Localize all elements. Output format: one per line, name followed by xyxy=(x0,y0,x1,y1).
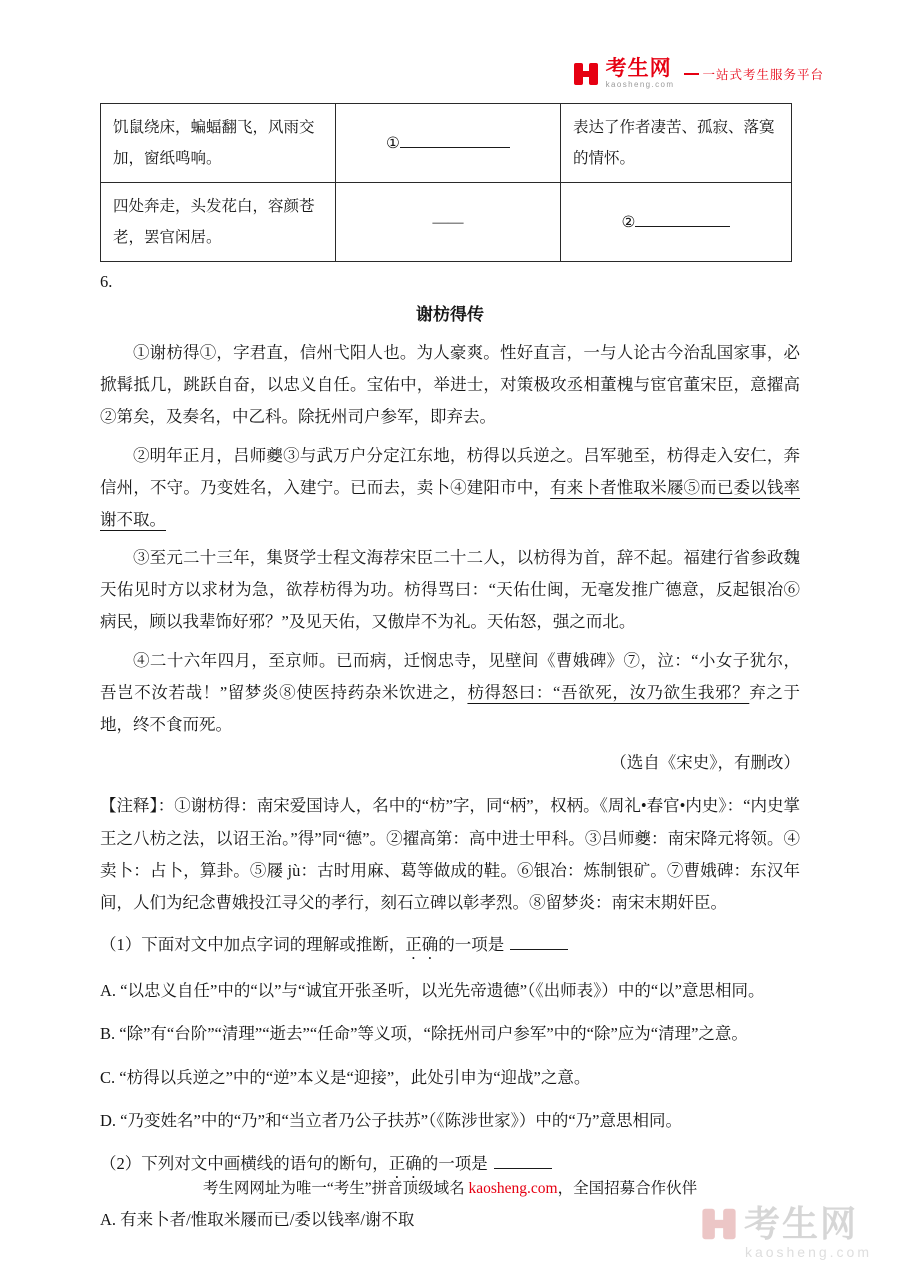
question-1-emphasis: 正确 xyxy=(405,935,439,955)
table-row xyxy=(101,183,792,262)
article-paragraph-4 xyxy=(100,645,800,742)
question-number: 6. xyxy=(100,272,113,291)
table-cell-blank-2 xyxy=(561,183,792,262)
answer-blank xyxy=(400,132,510,148)
question-1-stem-end: 的一项是 xyxy=(438,935,505,955)
answer-blank xyxy=(494,1153,552,1169)
article-notes: 【注释】：①谢枋得：南宋爱国诗人，名中的“枋”字，同“柄”，权柄。《周礼•春官•内史》：“内史掌王之八枋之法，以诏王治。”得”同“德”。②擢高第：高中进士甲科。③吕师夔：南宋降元将领。④卖卜：占卜，算卦。⑤屦 jù：古时用麻、葛等做成的鞋。⑥银冶：炼制银矿。⑦曹娥碑：东汉年间，人们为纪念曹娥投江寻父的孝行，刻石立碑以彰孝烈。⑧留梦炎：南宋末期奸臣。 xyxy=(100,796,800,912)
footer-text xyxy=(0,1176,900,1198)
kaosheng-watermark xyxy=(701,1203,872,1260)
header-brand xyxy=(573,58,824,89)
question-1-stem xyxy=(100,929,800,963)
kaosheng-logo-icon-watermark xyxy=(701,1206,737,1242)
document-content xyxy=(100,103,800,1248)
brand-text xyxy=(606,58,675,89)
question-2-stem-end: 的一项是 xyxy=(421,1154,488,1174)
article-paragraph-3: ③至元二十三年，集贤学士程文海荐宋臣二十二人，以枋得为首，辞不起。福建行省参政魏天佑见时方以求材为急，欲荐枋得为功。枋得骂曰：“天佑仕闽，无毫发推广德意，反起银冶⑥病民，顾以我辈饰好邪？”及见天佑，又傲岸不为礼。天佑怒，强之而北。 xyxy=(100,548,800,632)
question-1-option-a: A. “以忠义自任”中的“以”与“诚宜开张圣听，以光先帝遗德”（《出师表》）中的“以”意思相同。 xyxy=(100,981,765,1001)
paragraph-4-text-end: 弃之于地，终不食而死。 xyxy=(100,682,801,734)
table-cell-scene-2: 四处奔走，头发花白，容颜苍老，罢官闲居。 xyxy=(101,183,336,262)
paragraph-4-text: ④二十六年四月，至京师。已而病，迁悯忠寺，见壁间《曹娥碑》⑦，泣：“小女子犹尔，吾岂不汝若哉！”留梦炎⑧使医持药杂米饮进之， xyxy=(100,650,800,702)
watermark-domain: kaosheng.com xyxy=(744,1244,872,1260)
footer-text-right: ，全国招募合作伙伴 xyxy=(557,1180,698,1197)
paragraph-4-underlined: 枋得怒曰：“吾欲死，汝乃欲生我邪？ xyxy=(467,682,750,702)
footer-domain: kaosheng.com xyxy=(468,1180,558,1197)
question-1-option-d: D. “乃变姓名”中的“乃”和“当立者乃公子扶苏”（《陈涉世家》）中的“乃”意思相同。 xyxy=(100,1111,683,1131)
article-paragraph-1: ①谢枋得①，字君直，信州弋阳人也。为人豪爽。性好直言，一与人论古今治乱国家事，必掀髯抵几，跳跃自奋，以忠义自任。宝佑中，举进士，对策极攻丞相董槐与宦官董宋臣，意擢高②第矣，及奏名，中乙科。除抚州司户参军，即弃去。 xyxy=(100,343,800,427)
answer-table xyxy=(100,103,792,262)
footer-text-left: 考生网网址为唯一“考生”拼音顶级域名 xyxy=(202,1180,469,1197)
blank-2-label: ② xyxy=(621,213,636,231)
question-1-option-c: C. “枋得以兵逆之”中的“逆”本义是“迎接”，此处引申为“迎战”之意。 xyxy=(100,1067,591,1087)
brand-domain: kaosheng.com xyxy=(605,80,675,89)
tagline-dash xyxy=(684,73,699,75)
answer-blank xyxy=(635,211,730,227)
question-1-stem-text: （1）下面对文中加点字词的理解或推断， xyxy=(100,935,406,955)
watermark-brand: 考生网 xyxy=(743,1203,858,1244)
kaosheng-logo-icon xyxy=(573,61,599,87)
paragraph-2-underlined: 有来卜者惟取米屦⑤而已委以钱率谢不取。 xyxy=(100,477,801,529)
question-1-option-b: B. “除”有“台阶”“清理”“逝去”“任命”等义项，“除抚州司户参军”中的“除”应为“清理”之意。 xyxy=(100,1024,748,1044)
table-row xyxy=(101,104,792,183)
answer-blank xyxy=(510,934,568,950)
article-paragraph-2 xyxy=(100,440,800,537)
question-2-stem-text: （2）下列对文中画横线的语句的断句， xyxy=(100,1154,389,1174)
paragraph-2-text: ②明年正月，吕师夔③与武万户分定江东地，枋得以兵逆之。吕军驰至，枋得走入安仁，奔信州，不守。乃变姓名，入建宁。已而去，卖卜④建阳市中， xyxy=(100,445,800,497)
brand-name: 考生网 xyxy=(605,57,672,80)
table-cell-blank-1 xyxy=(336,104,561,183)
article-source: （选自《宋史》，有删改） xyxy=(610,753,800,773)
watermark-row xyxy=(701,1203,872,1244)
table-cell-scene-1: 饥鼠绕床，蝙蝠翻飞，风雨交加，窗纸鸣响。 xyxy=(101,104,336,183)
brand-tagline-wrap xyxy=(684,65,824,83)
table-cell-feeling-1: 表达了作者凄苦、孤寂、落寞的情怀。 xyxy=(561,104,792,183)
question-2-emphasis: 正确 xyxy=(388,1154,422,1174)
article xyxy=(100,300,800,919)
blank-1-label: ① xyxy=(386,134,400,152)
article-title: 谢枋得传 xyxy=(416,305,484,324)
question-2-option-a: A. 有来卜者/惟取米屦而已/委以钱率/谢不取 xyxy=(100,1210,415,1230)
table-cell-dash: —— xyxy=(336,183,561,262)
brand-tagline: 一站式考生服务平台 xyxy=(702,67,824,82)
